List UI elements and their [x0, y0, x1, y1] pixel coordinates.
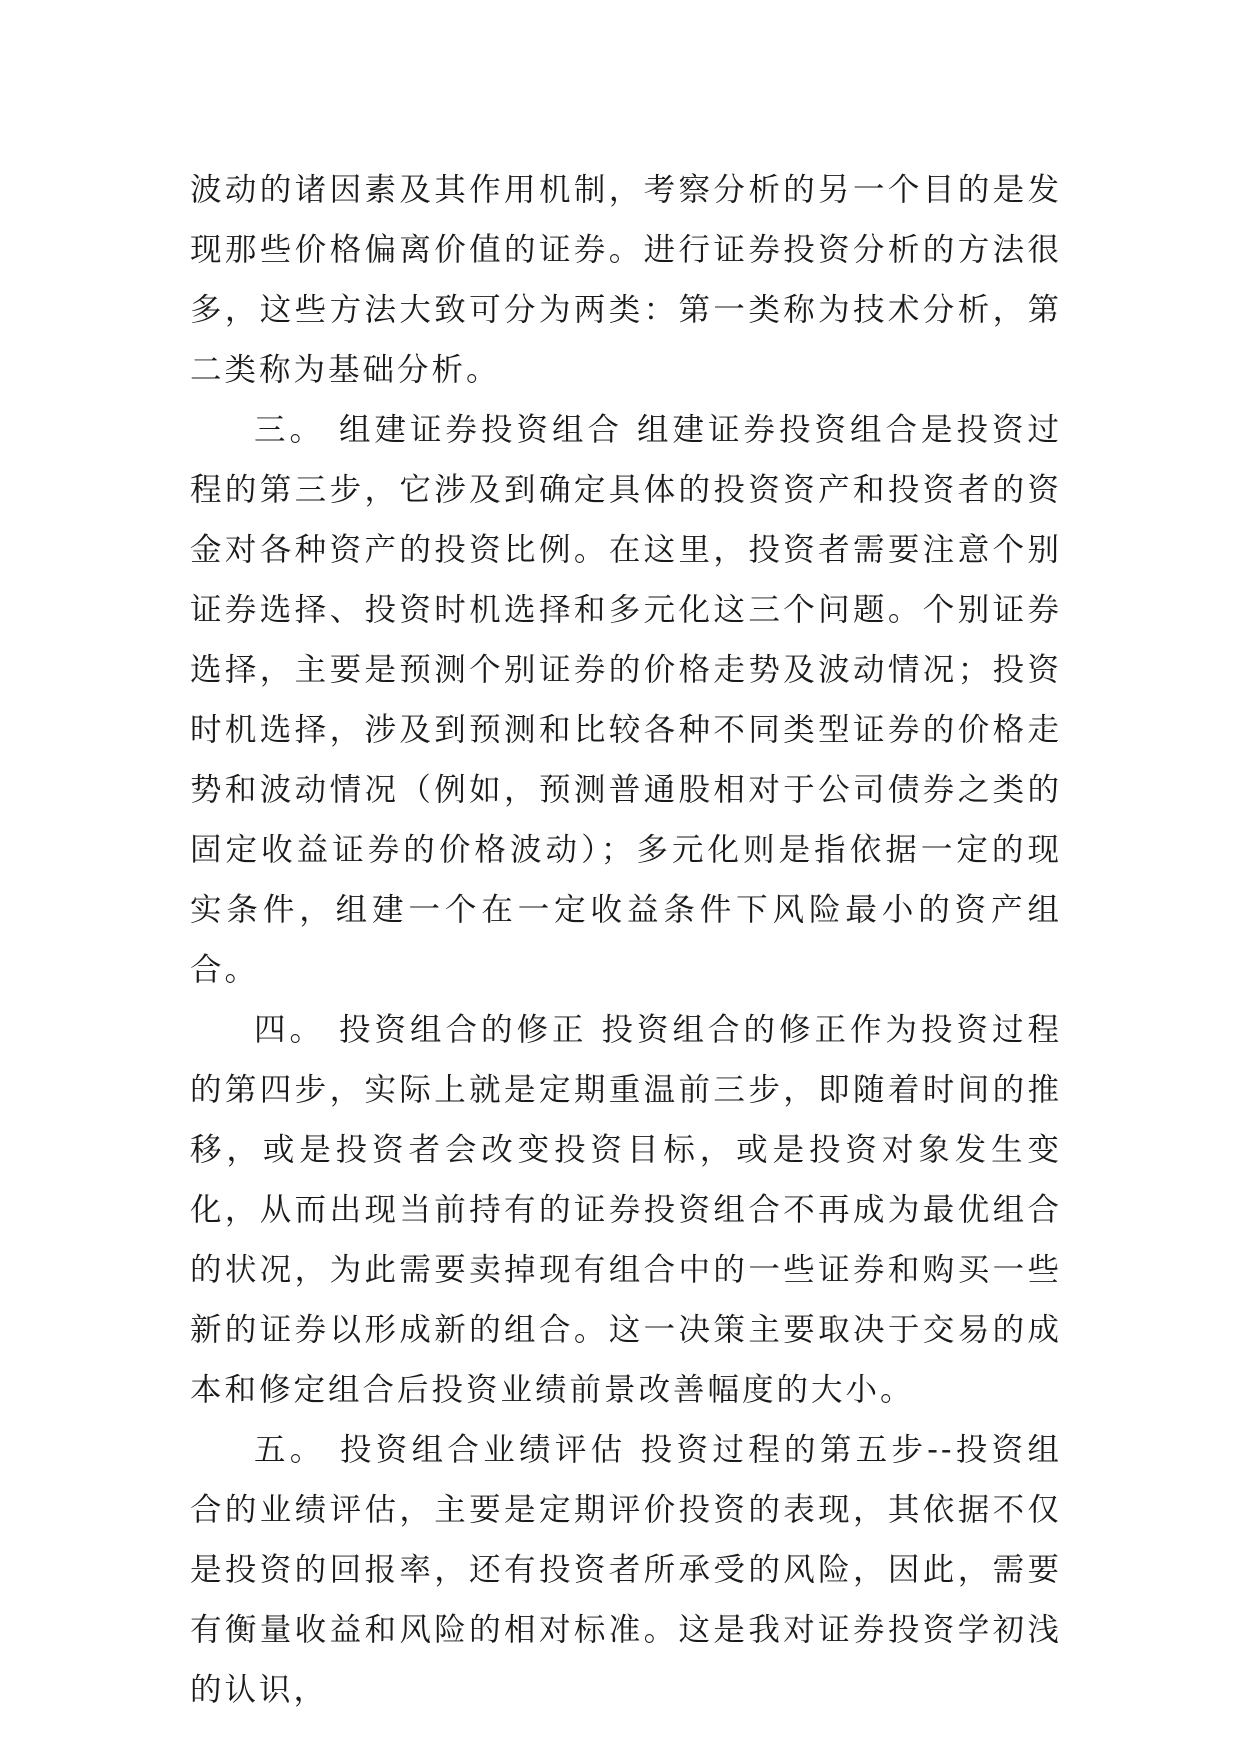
- paragraph-section-four: 四。 投资组合的修正 投资组合的修正作为投资过程的第四步，实际上就是定期重温前三步，即随着时间的推移，或是投资者会改变投资目标，或是投资对象发生变化，从而出现当前持有的证券投资组合不再成为最优组合的状况，为此需要卖掉现有组合中的一些证券和购买一些新的证券以形成新的组合。这一决策主要取决于交易的成本和修定组合后投资业绩前景改善幅度的大小。: [190, 1012, 1062, 1408]
- paragraph-continuation: 波动的诸因素及其作用机制，考察分析的另一个目的是发现那些价格偏离价值的证券。进行证券投资分析的方法很多，这些方法大致可分为两类：第一类称为技术分析，第二类称为基础分析。: [190, 172, 1062, 388]
- paragraph-section-three: 三。 组建证券投资组合 组建证券投资组合是投资过程的第三步，它涉及到确定具体的投资资产和投资者的资金对各种资产的投资比例。在这里，投资者需要注意个别证券选择、投资时机选择和多元化这三个问题。个别证券选择，主要是预测个别证券的价格走势及波动情况；投资时机选择，涉及到预测和比较各种不同类型证券的价格走势和波动情况（例如，预测普通股相对于公司债券之类的固定收益证券的价格波动）；多元化则是指依据一定的现实条件，组建一个在一定收益条件下风险最小的资产组合。: [190, 412, 1062, 988]
- paragraph-section-five: 五。 投资组合业绩评估 投资过程的第五步--投资组合的业绩评估，主要是定期评价投资的表现，其依据不仅是投资的回报率，还有投资者所承受的风险，因此，需要有衡量收益和风险的相对标准。这是我对证券投资学初浅的认识，: [190, 1432, 1062, 1708]
- body-text: [190, 160, 1062, 1720]
